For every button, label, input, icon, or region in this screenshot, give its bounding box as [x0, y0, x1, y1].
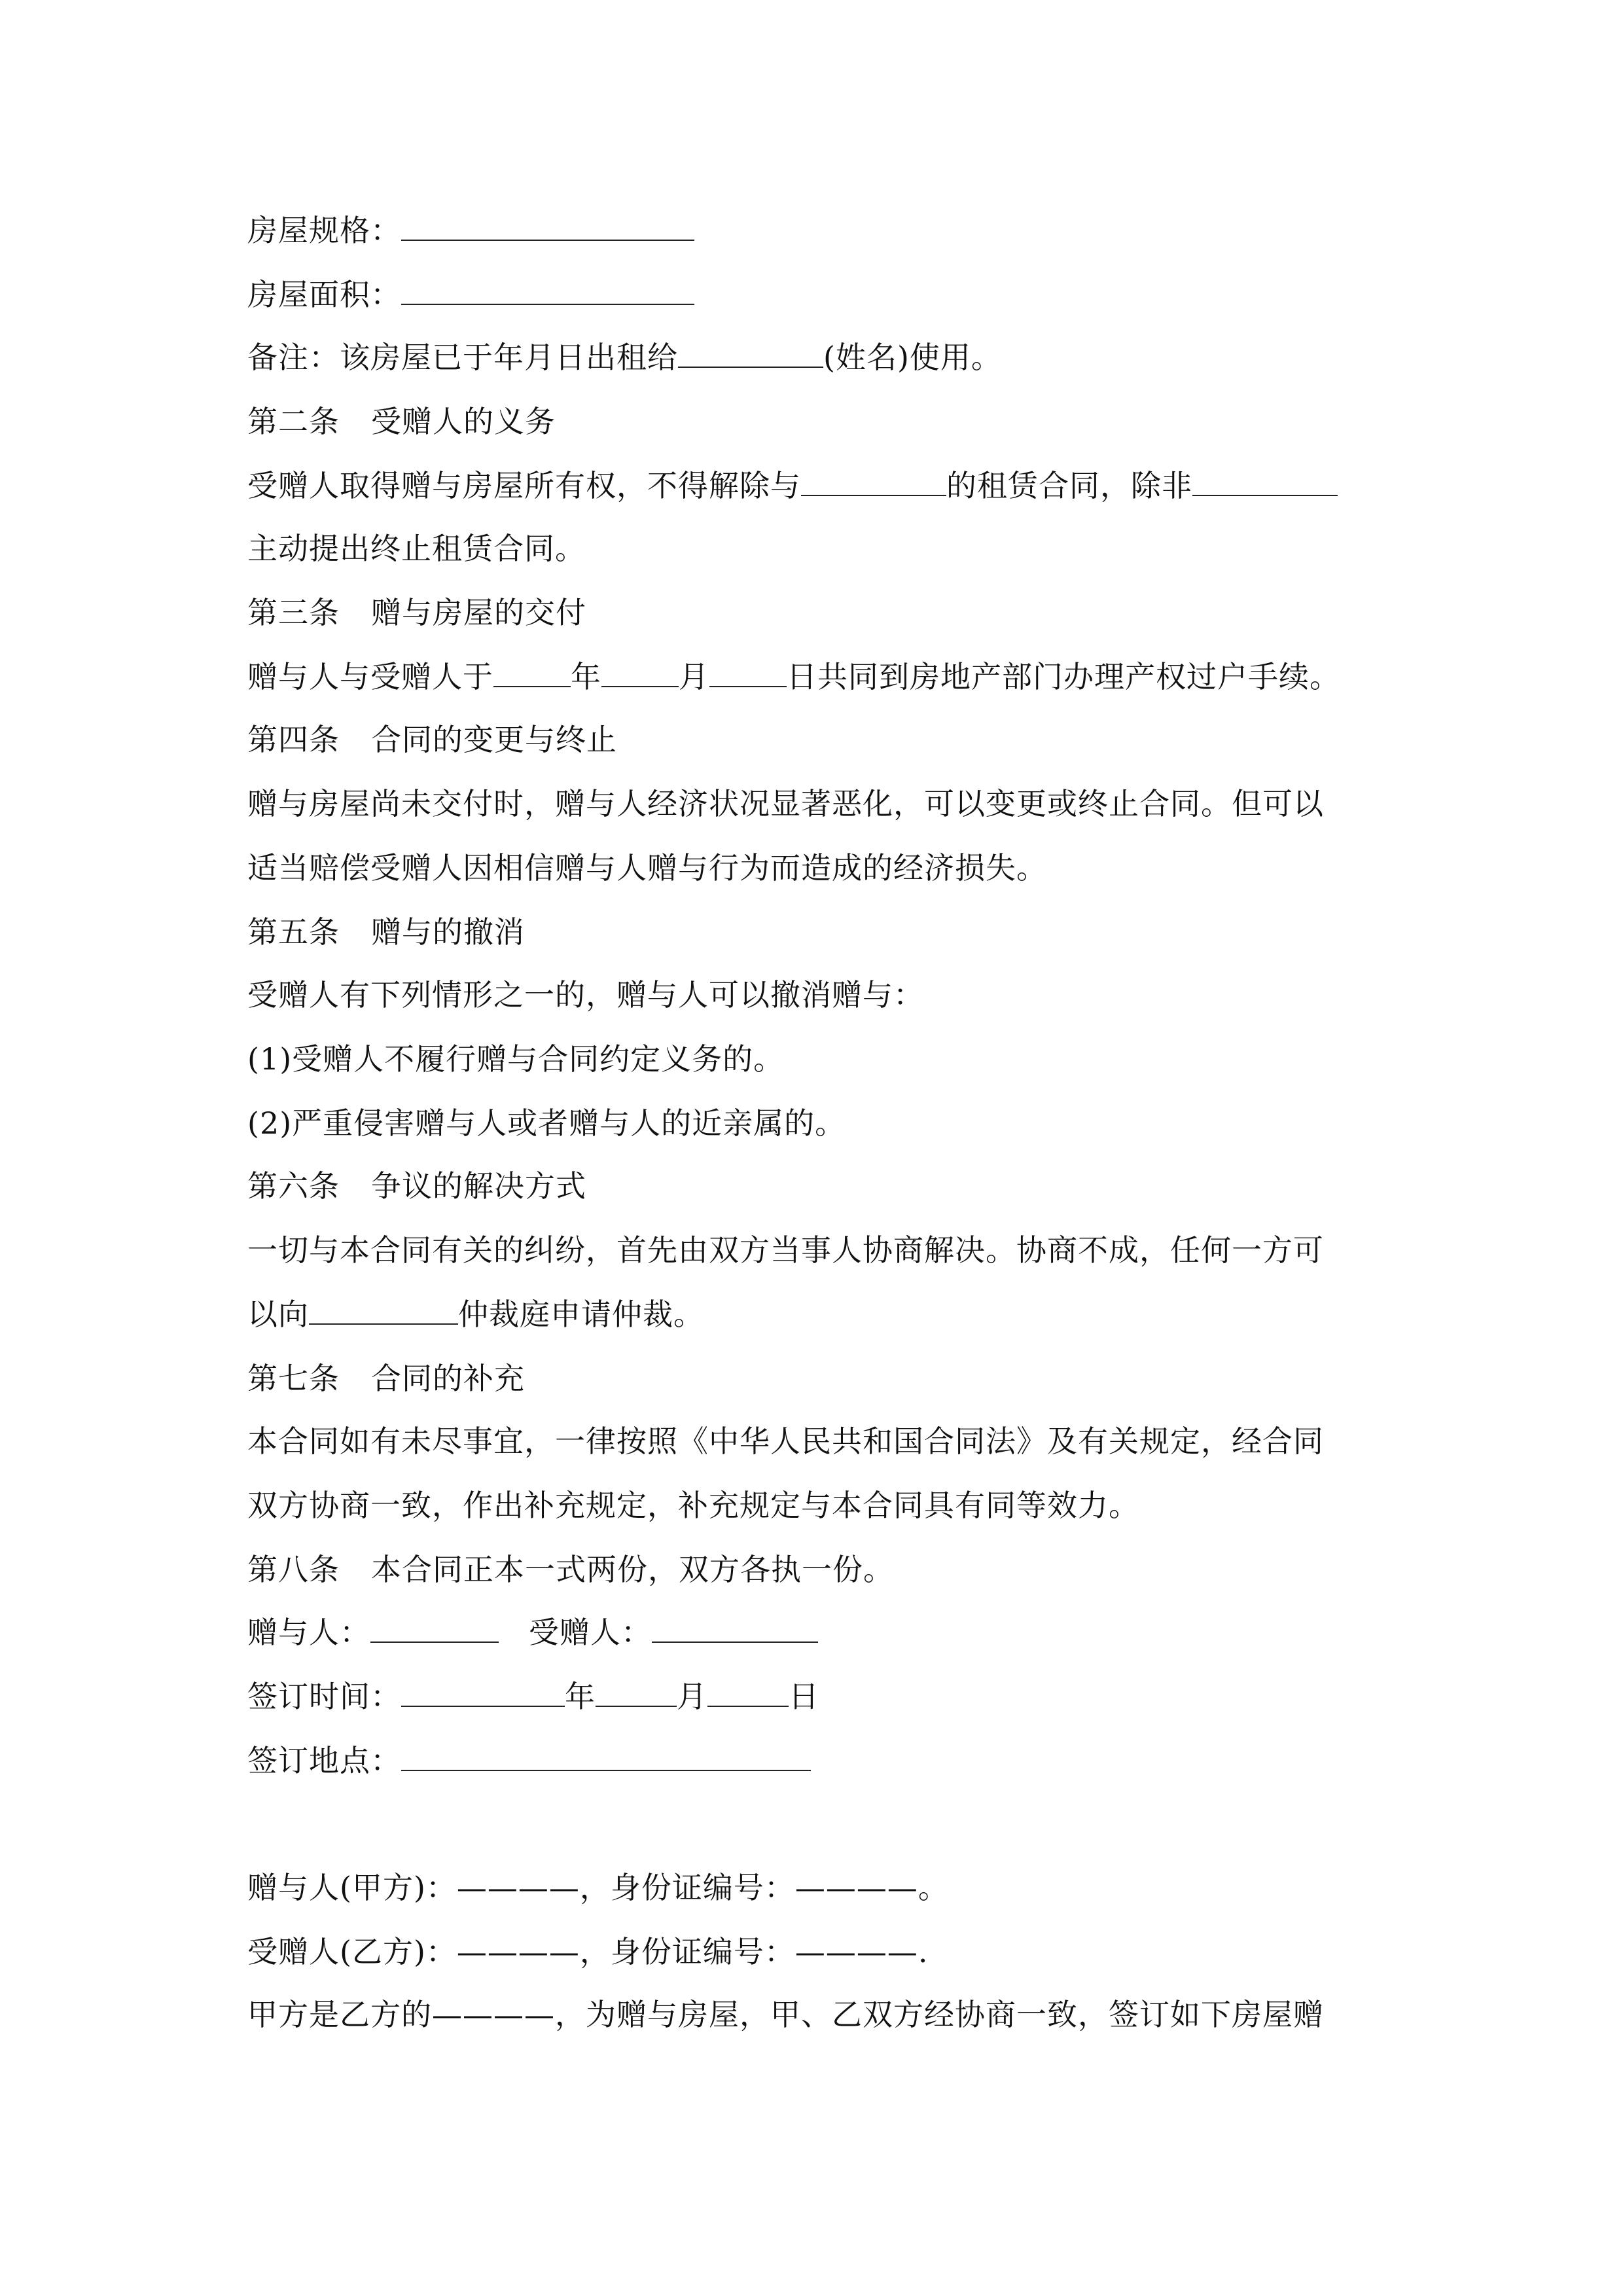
party-b-line [247, 1932, 929, 1971]
article-6-text-a: 一切与本合同有关的纠纷，首先由双方当事人协商解决。协商不成，任何一方可 [247, 1232, 1324, 1268]
article-3-text-a: 赠与人与受赠人于 [247, 659, 493, 694]
article-6-heading [247, 1166, 586, 1206]
party-a-line [247, 1868, 949, 1907]
article-3-month: 月 [679, 659, 709, 694]
signatories-line [247, 1613, 818, 1652]
article-2-text-a: 受赠人取得赠与房屋所有权，不得解除与 [247, 468, 801, 503]
intro-line [247, 1995, 1324, 2034]
article-3-year: 年 [571, 659, 601, 694]
article-5-paragraph [247, 975, 924, 1014]
sign-place-blank [401, 1741, 811, 1771]
tenant-name-blank [678, 338, 823, 368]
house-area-label: 房屋面积： [247, 277, 401, 312]
article-4-title: 合同的变更与终止 [371, 722, 617, 757]
article-7-paragraph-line-2 [247, 1486, 1139, 1525]
article-2-title: 受赠人的义务 [371, 404, 556, 439]
article-5-item-2-text: (2)严重侵害赠与人或者赠与人的近亲属的。 [247, 1105, 846, 1141]
house-area-line [247, 275, 694, 314]
tenant-blank [801, 466, 946, 496]
article-7-title: 合同的补充 [371, 1361, 525, 1396]
sign-month-blank [596, 1677, 677, 1707]
donor-blank [370, 1613, 499, 1643]
house-area-blank [401, 275, 694, 305]
party-blank [1192, 466, 1338, 496]
article-6-paragraph-line-2 [247, 1295, 704, 1334]
article-6-number: 第六条 [247, 1168, 340, 1204]
house-spec-blank [401, 211, 694, 241]
article-2-number: 第二条 [247, 404, 340, 439]
article-6-text-c: 仲裁庭申请仲裁。 [458, 1297, 704, 1332]
article-4-number: 第四条 [247, 722, 340, 757]
article-5-heading [247, 912, 525, 952]
article-8-line [247, 1550, 894, 1589]
note-text-b: (姓名)使用。 [823, 340, 1002, 375]
house-spec-label: 房屋规格： [247, 213, 401, 248]
sign-year-blank [401, 1677, 565, 1707]
arbitration-blank [309, 1295, 458, 1325]
article-4-text-b: 适当赔偿受赠人因相信赠与人赠与行为而造成的经济损失。 [247, 850, 1047, 886]
party-a-text: 赠与人(甲方)：————，身份证编号：————。 [247, 1870, 949, 1905]
article-3-title: 赠与房屋的交付 [371, 595, 586, 630]
article-3-paragraph [247, 657, 1340, 696]
article-7-text-b: 双方协商一致，作出补充规定，补充规定与本合同具有同等效力。 [247, 1488, 1139, 1523]
sign-time-line [247, 1677, 819, 1716]
delivery-day-blank [709, 657, 787, 687]
article-7-text-a: 本合同如有未尽事宜，一律按照《中华人民共和国合同法》及有关规定，经合同 [247, 1424, 1324, 1459]
sign-year: 年 [565, 1679, 596, 1714]
article-2-text-c: 主动提出终止租赁合同。 [247, 531, 586, 566]
note-text-a: 备注：该房屋已于年月日出租给 [247, 340, 678, 375]
article-6-title: 争议的解决方式 [371, 1168, 586, 1204]
article-7-heading [247, 1359, 525, 1398]
article-3-number: 第三条 [247, 595, 340, 630]
article-4-paragraph-line-1 [247, 784, 1324, 823]
article-4-paragraph-line-2 [247, 848, 1047, 888]
sign-time-label: 签订时间： [247, 1679, 401, 1714]
article-5-title: 赠与的撤消 [371, 914, 525, 950]
article-7-paragraph-line-1 [247, 1422, 1324, 1461]
article-4-heading [247, 720, 617, 759]
article-3-text-b: 日共同到房地产部门办理产权过户手续。 [787, 659, 1340, 694]
house-spec-line [247, 211, 694, 250]
article-3-heading [247, 593, 586, 632]
article-2-paragraph-line-1 [247, 466, 1338, 505]
party-b-text: 受赠人(乙方)：————，身份证编号：————. [247, 1934, 929, 1969]
article-8-text: 本合同正本一式两份，双方各执一份。 [371, 1552, 894, 1587]
sign-place-label: 签订地点： [247, 1743, 401, 1778]
intro-text: 甲方是乙方的————，为赠与房屋，甲、乙双方经协商一致，签订如下房屋赠 [247, 1997, 1324, 2032]
article-5-item-1-text: (1)受赠人不履行赠与合同约定义务的。 [247, 1041, 785, 1077]
article-4-text-a: 赠与房屋尚未交付时，赠与人经济状况显著恶化，可以变更或终止合同。但可以 [247, 786, 1324, 821]
article-7-number: 第七条 [247, 1361, 340, 1396]
article-6-text-b: 以向 [247, 1297, 309, 1332]
article-2-paragraph-line-2 [247, 529, 586, 568]
donee-label: 受赠人： [529, 1615, 652, 1650]
article-2-heading [247, 402, 556, 441]
sign-month: 月 [677, 1679, 707, 1714]
article-5-item-2 [247, 1103, 846, 1143]
article-5-number: 第五条 [247, 914, 340, 950]
article-2-text-b: 的租赁合同，除非 [946, 468, 1192, 503]
sign-place-line [247, 1741, 811, 1780]
article-5-text: 受赠人有下列情形之一的，赠与人可以撤消赠与： [247, 977, 924, 1013]
donee-blank [652, 1613, 818, 1643]
sign-day-blank [707, 1677, 789, 1707]
delivery-month-blank [601, 657, 679, 687]
article-8-number: 第八条 [247, 1552, 340, 1587]
donor-label: 赠与人： [247, 1615, 370, 1650]
note-line [247, 338, 1002, 377]
article-5-item-1 [247, 1039, 784, 1079]
delivery-year-blank [493, 657, 571, 687]
sign-day: 日 [789, 1679, 819, 1714]
article-6-paragraph-line-1 [247, 1230, 1324, 1270]
